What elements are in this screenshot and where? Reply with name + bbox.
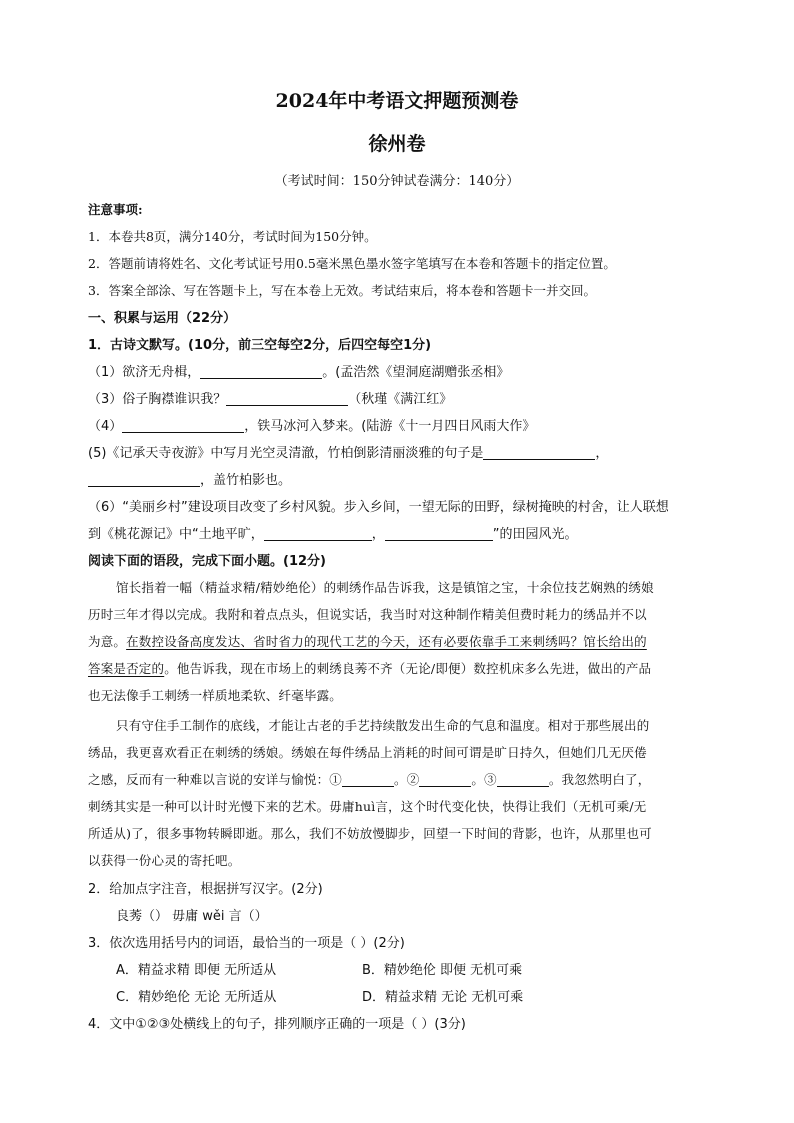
notes-item-3: 3．答案全部涂、写在答题卡上，写在本卷上无效。考试结束后，将本卷和答题卡一并交回。: [88, 283, 596, 298]
passage-text: 为意。: [88, 634, 127, 649]
q1-3-post: （秋瑾《满江红》: [348, 392, 453, 407]
underlined-sentence: 答案是否定的: [88, 661, 165, 676]
passage-text: 之感，反而有一种难以言说的安详与愉悦：①: [88, 772, 343, 787]
q4-heading: 4．文中①②③处横线上的句子，排列顺序正确的一项是（ ）(3分): [88, 1017, 466, 1032]
page-title: 2024年中考语文押题预测卷: [275, 90, 519, 112]
q1-6-comma: ，: [371, 527, 385, 542]
notes-heading: 注意事项:: [88, 202, 143, 217]
passage-line: 所适从)了，很多事物转瞬即逝。那么，我们不妨放慢脚步，回望一下时间的背影，也许，从那里也可: [88, 826, 652, 841]
q3-option-c[interactable]: C．精妙绝伦 无论 无所适从: [116, 990, 277, 1005]
q1-1-pre: （1）欲济无舟楫，: [88, 365, 201, 380]
passage-line: 馆长指着一幅（精益求精/精妙绝伦）的刺绣作品告诉我，这是镇馆之宝，十余位技艺娴熟的绣娘: [116, 580, 654, 595]
answer-blank[interactable]: [385, 526, 493, 541]
q3-option-a[interactable]: A．精益求精 即便 无所适从: [116, 963, 277, 978]
reading-heading: 阅读下面的语段，完成下面小题。(12分): [88, 554, 326, 569]
q1-4-post: ，铁马冰河入梦来。(陆游《十一月四日风雨大作》: [244, 419, 536, 434]
passage-text: 。③: [471, 772, 497, 787]
q1-4-line: [88, 415, 535, 434]
q1-6-pre: 到《桃花源记》中“土地平旷，: [88, 527, 264, 542]
passage-line: 也无法像手工刺绣一样质地柔软、纤毫毕露。: [88, 688, 343, 703]
notes-item-1: 1．本卷共8页，满分140分，考试时间为150分钟。: [88, 229, 377, 244]
q1-6-line-2: [88, 523, 578, 542]
q3-option-b[interactable]: B．精妙绝伦 即便 无机可乘: [362, 963, 523, 978]
passage-line: 历时三年才得以完成。我附和着点点头，但说实话，我当时对这种制作精美但费时耗力的绣品并不以: [88, 607, 647, 622]
answer-blank[interactable]: [200, 364, 322, 379]
q2-line: 良莠（） 毋庸 wěi 言（）: [116, 909, 268, 924]
notes-item-2: 2．答题前请将姓名、文化考试证号用0.5毫米黑色墨水签字笔填写在本卷和答题卡的指定位置。: [88, 256, 616, 271]
answer-blank[interactable]: [342, 772, 394, 787]
answer-blank[interactable]: [264, 526, 372, 541]
q1-6-line-1: （6）“美丽乡村”建设项目改变了乡村风貌。步入乡间，一望无际的田野，绿树掩映的村舍，让人联想: [88, 500, 669, 515]
passage-line: 刺绣其实是一种可以计时光慢下来的艺术。毋庸huì言，这个时代变化快，快得让我们（无机可乘/无: [88, 799, 647, 814]
q2-heading: 2．给加点字注音，根据拼写汉字。(2分): [88, 882, 323, 897]
q1-5-pre: (5)《记承天寺夜游》中写月光空灵清澈，竹柏倒影清丽淡雅的句子是: [88, 446, 484, 461]
q1-6-post: ”的田园风光。: [492, 527, 578, 542]
section-heading: 一、积累与运用（22分）: [88, 311, 237, 326]
q1-1-post: 。(孟浩然《望洞庭湖赠张丞相》: [322, 365, 510, 380]
q3-heading: 3．依次选用括号内的词语，最恰当的一项是（ ）(2分): [88, 936, 405, 951]
passage-line: [88, 659, 651, 677]
passage-line: 只有守住手工制作的底线，才能让古老的手艺持续散发出生命的气息和温度。相对于那些展出的: [116, 718, 650, 733]
underlined-sentence: 在数控设备高度发达、省时省力的现代工艺的今天，还有必要依靠手工来刺绣吗？馆长给出的: [126, 634, 647, 649]
passage-text: 。我忽然明白了，: [548, 772, 651, 787]
passage-line: 绣品，我更喜欢看正在刺绣的绣娘。绣娘在每件绣品上消耗的时间可谓是旷日持久，但她们几无厌倦: [88, 745, 647, 760]
q3-option-d[interactable]: D．精益求精 无论 无机可乘: [362, 990, 524, 1005]
answer-blank[interactable]: [226, 391, 348, 406]
answer-blank[interactable]: [88, 472, 200, 487]
page-subtitle: 徐州卷: [368, 133, 426, 155]
passage-text: 。他告诉我，现在市场上的刺绣良莠不齐（无论/即便）数控机床多么先进，做出的产品: [164, 661, 652, 676]
answer-blank[interactable]: [483, 445, 595, 460]
q1-5-line: [88, 442, 608, 461]
q1-5-post: ，盖竹柏影也。: [200, 473, 292, 488]
answer-blank[interactable]: [419, 772, 471, 787]
passage-line: [88, 632, 647, 650]
q1-5-comma: ，: [595, 446, 609, 461]
passage-line: [88, 770, 650, 788]
q1-3-pre: （3）俗子胸襟谁识我？: [88, 392, 227, 407]
q1-5-line-2: [88, 469, 291, 488]
q1-1-line: [88, 361, 509, 380]
q1-3-line: [88, 388, 452, 407]
exam-info: （考试时间：150分钟试卷满分：140分）: [274, 174, 520, 189]
passage-line: 以获得一份心灵的寄托吧。: [88, 853, 241, 868]
q1-heading: 1．古诗文默写。(10分，前三空每空2分，后四空每空1分): [88, 338, 432, 353]
answer-blank[interactable]: [122, 418, 244, 433]
q1-4-pre: （4）: [88, 419, 123, 434]
passage-text: 。②: [394, 772, 420, 787]
answer-blank[interactable]: [497, 772, 549, 787]
